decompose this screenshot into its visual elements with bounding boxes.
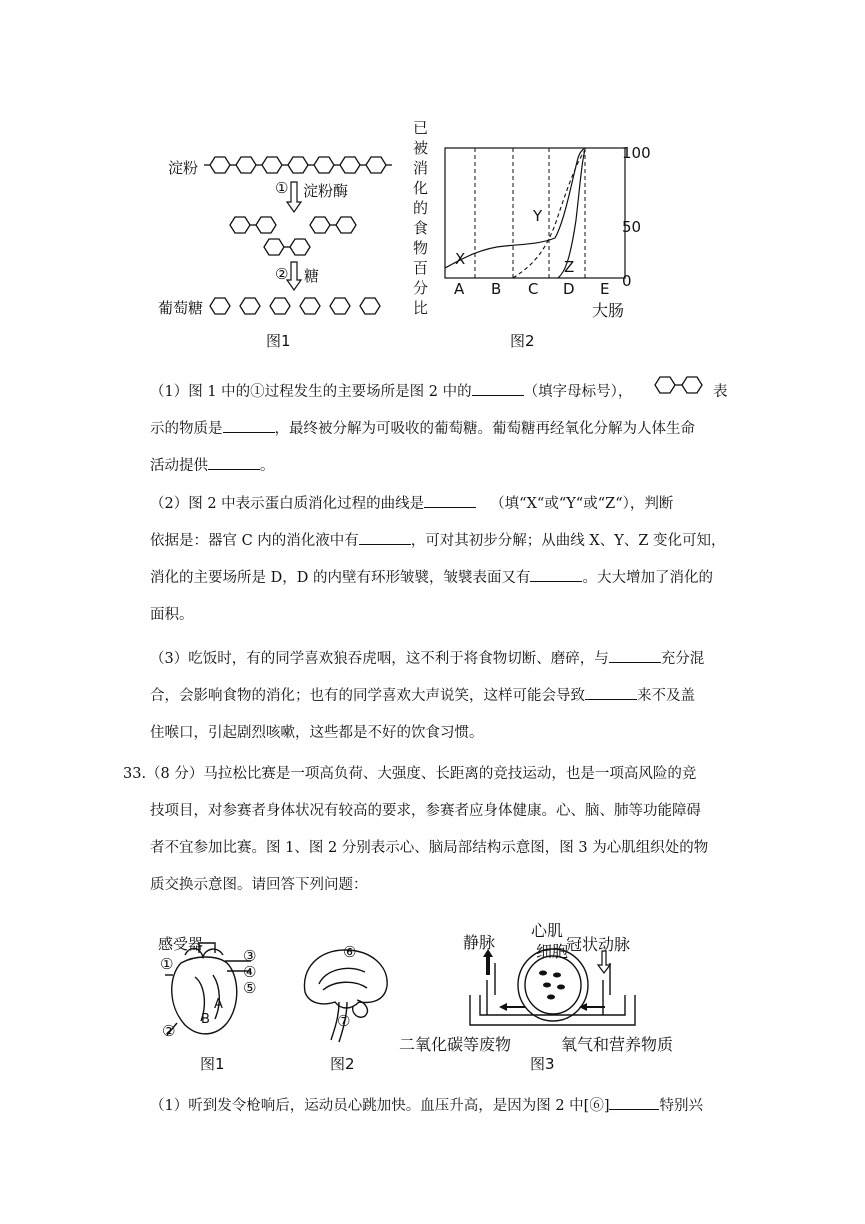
glucose-label: 葡萄糖 [158,299,204,317]
q33-line2: 技项目，对参赛者身体状况有较高的要求，参赛者应身体健康。心、脑、肺等功能障碍 [150,803,701,819]
curve-x-label: X [455,250,466,268]
q33-line4: 质交换示意图。请回答下列问题： [150,877,368,893]
arrow-down-icon [287,182,301,212]
q32-sub2-line1: （2）图 2 中表示蛋白质消化过程的曲线是 （填“X“或“Y“或“Z“），判断 [150,493,673,515]
x-tick-e: E [600,280,610,298]
heart-part-5: ⑤ [243,979,257,997]
answer-blank[interactable] [208,455,260,470]
large-intestine-label: 大肠 [592,301,625,320]
heart-chamber-b: B [201,1012,210,1027]
curve-y-label: Y [533,207,543,225]
answer-blank[interactable] [609,648,661,663]
glucose-molecules [210,298,380,314]
answer-blank[interactable] [359,530,411,545]
arrow-left-icon [499,1003,525,1011]
q32-sub2-line4: 面积。 [150,607,194,623]
answer-blank[interactable] [530,567,582,582]
maltose-icon [652,372,712,398]
starch-label: 淀粉 [168,159,199,177]
y-axis-label: 已 被 消 化 的 食 物 百 分 比 [413,119,429,317]
waste-label: 二氧化碳等废物 [399,1035,512,1054]
figure-caption: 图3 [530,1055,555,1073]
q32-sub2-line2: 依据是：器官 C 内的消化液中有 ，可对其初步分解；从曲线 X、Y、Z 变化可知， [150,530,726,552]
figure-caption: 图1 [266,332,291,350]
brain-part-6: ⑥ [343,943,357,961]
heart-part-4: ④ [243,963,257,981]
x-tick-d: D [563,280,575,298]
step1-enzyme-label: 淀粉酶 [303,182,349,200]
starch-chain [204,157,392,173]
brain-part-7: ⑦ [337,1012,351,1030]
figure-caption: 图2 [510,332,535,350]
step2-number: ② [275,265,289,283]
coronary-artery-label: 冠状动脉 [566,935,631,954]
answer-blank[interactable] [424,493,476,508]
answer-blank[interactable] [609,1095,659,1110]
q32-sub2-line3: 消化的主要场所是 D，D 的内壁有环形皱襞，皱襞表面又有 。大大增加了消化的 [150,567,713,589]
answer-blank[interactable] [585,685,637,700]
q32-sub3-line1: （3）吃饭时，有的同学喜欢狼吞虎咽，这不利于将食物切断、磨碎，与 充分混 [150,648,704,670]
heart-chamber-a: A [214,997,223,1012]
curve-x [445,148,585,268]
q32-sub1-line3: 活动提供 。 [150,455,275,477]
cells-dots [539,971,565,1000]
y-tick-50: 50 [622,218,642,236]
x-tick-a: A [454,280,465,298]
q32-sub3-line2: 合，会影响食物的消化；也有的同学喜欢大声说笑，这样可能会导致 来不及盖 [150,685,695,707]
q33-sub1-line1: （1）听到发令枪响后，运动员心跳加快。血压升高，是因为图 2 中[⑥] 特别兴 [150,1095,703,1117]
nutrients-label: 氧气和营养物质 [561,1035,674,1054]
digestion-chart [440,140,650,290]
maltose-molecules [230,217,356,255]
cardiac-cell-label-2: 细胞 [536,942,569,961]
x-tick-c: C [528,280,539,298]
vein-label: 静脉 [463,933,496,952]
figure-caption: 图2 [330,1055,355,1073]
figure-caption: 图1 [200,1055,225,1073]
q33-line3: 者不宜参加比赛。图 1、图 2 分别表示心、脑局部结构示意图，图 3 为心肌组织处的物 [150,840,709,856]
receptor-label: 感受器 [158,935,204,953]
q33-line1: 33.（8 分）马拉松比赛是一项高负荷、大强度、长距离的竞技运动，也是一项高风险的竞 [123,766,697,782]
step1-number: ① [275,179,289,197]
y-tick-0: 0 [622,272,632,290]
step2-label: 糖 [304,267,320,285]
heart-part-3: ③ [243,947,257,965]
x-tick-b: B [491,280,502,298]
answer-blank[interactable] [223,418,275,433]
heart-part-2: ② [162,1022,176,1040]
heart-part-1: ① [160,955,174,973]
q32-sub1-tail: 表 [713,384,728,400]
q32-sub3-line3: 住喉口，引起剧烈咳嗽，这些都是不好的饮食习惯。 [150,725,484,741]
q32-sub1-line2: 示的物质是 ，最终被分解为可吸收的葡萄糖。葡萄糖再经氧化分解为人体生命 [150,418,695,440]
y-tick-100: 100 [622,144,651,162]
arrow-down-icon [287,262,301,290]
q32-sub1-line1: （1）图 1 中的①过程发生的主要场所是图 2 中的 （填字母标号）， [150,381,632,403]
cardiac-cell-label-1: 心肌 [531,921,564,940]
answer-blank[interactable] [472,381,524,396]
curve-z-label: Z [564,258,575,276]
